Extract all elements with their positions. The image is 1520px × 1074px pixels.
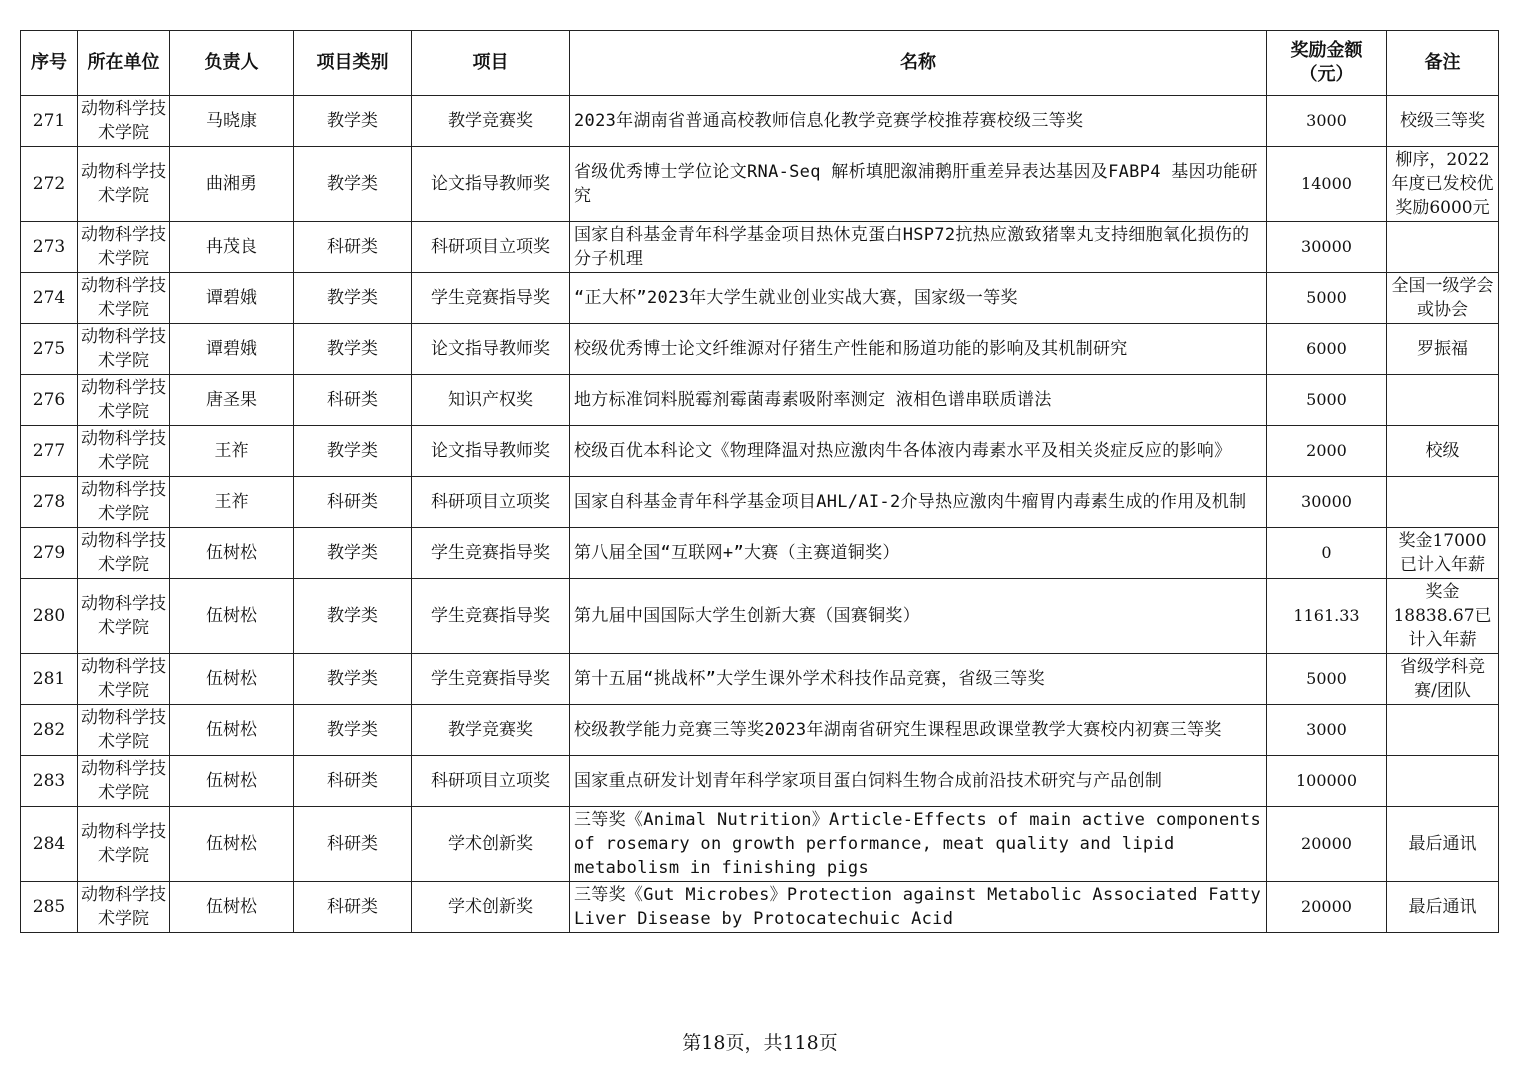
cell-project: 学生竞赛指导奖 bbox=[412, 654, 570, 705]
cell-project: 知识产权奖 bbox=[412, 375, 570, 426]
cell-unit: 动物科学技术学院 bbox=[78, 756, 170, 807]
cell-category: 教学类 bbox=[294, 705, 412, 756]
cell-remark: 全国一级学会或协会 bbox=[1387, 273, 1499, 324]
cell-remark: 校级三等奖 bbox=[1387, 96, 1499, 147]
cell-unit: 动物科学技术学院 bbox=[78, 477, 170, 528]
cell-unit: 动物科学技术学院 bbox=[78, 426, 170, 477]
cell-project: 科研项目立项奖 bbox=[412, 222, 570, 273]
cell-remark: 最后通讯 bbox=[1387, 807, 1499, 882]
cell-amount: 5000 bbox=[1267, 273, 1387, 324]
cell-name: 国家自科基金青年科学基金项目热休克蛋白HSP72抗热应激致猪睾丸支持细胞氧化损伤的分子机理 bbox=[570, 222, 1267, 273]
cell-amount: 3000 bbox=[1267, 705, 1387, 756]
header-category: 项目类别 bbox=[294, 31, 412, 96]
table-row bbox=[21, 147, 1499, 222]
cell-category: 科研类 bbox=[294, 222, 412, 273]
cell-project: 学术创新奖 bbox=[412, 807, 570, 882]
cell-project: 学术创新奖 bbox=[412, 882, 570, 933]
cell-index: 283 bbox=[21, 756, 78, 807]
cell-unit: 动物科学技术学院 bbox=[78, 96, 170, 147]
cell-name: 校级百优本科论文《物理降温对热应激肉牛各体液内毒素水平及相关炎症反应的影响》 bbox=[570, 426, 1267, 477]
cell-name: 校级教学能力竞赛三等奖2023年湖南省研究生课程思政课堂教学大赛校内初赛三等奖 bbox=[570, 705, 1267, 756]
header-project: 项目 bbox=[412, 31, 570, 96]
cell-name: 第八届全国“互联网+”大赛（主赛道铜奖） bbox=[570, 528, 1267, 579]
cell-project: 学生竞赛指导奖 bbox=[412, 273, 570, 324]
table-row bbox=[21, 222, 1499, 273]
cell-index: 281 bbox=[21, 654, 78, 705]
cell-name: 三等奖《Animal Nutrition》Article-Effects of main active components of rosemary on growth performance, meat quality and lipid metabolism in finishing pigs bbox=[570, 807, 1267, 882]
table-row bbox=[21, 705, 1499, 756]
table-row bbox=[21, 324, 1499, 375]
cell-remark: 最后通讯 bbox=[1387, 882, 1499, 933]
cell-remark: 校级 bbox=[1387, 426, 1499, 477]
cell-amount: 5000 bbox=[1267, 375, 1387, 426]
table-row bbox=[21, 477, 1499, 528]
table-row bbox=[21, 375, 1499, 426]
cell-remark bbox=[1387, 222, 1499, 273]
cell-unit: 动物科学技术学院 bbox=[78, 807, 170, 882]
cell-category: 教学类 bbox=[294, 528, 412, 579]
cell-index: 280 bbox=[21, 579, 78, 654]
cell-category: 科研类 bbox=[294, 375, 412, 426]
cell-remark bbox=[1387, 705, 1499, 756]
cell-project: 科研项目立项奖 bbox=[412, 477, 570, 528]
page-number: 第18页，共118页 bbox=[682, 1032, 838, 1054]
cell-category: 教学类 bbox=[294, 324, 412, 375]
cell-project: 学生竞赛指导奖 bbox=[412, 528, 570, 579]
cell-category: 科研类 bbox=[294, 477, 412, 528]
cell-unit: 动物科学技术学院 bbox=[78, 528, 170, 579]
cell-owner: 马晓康 bbox=[170, 96, 294, 147]
cell-index: 278 bbox=[21, 477, 78, 528]
cell-project: 科研项目立项奖 bbox=[412, 756, 570, 807]
cell-index: 272 bbox=[21, 147, 78, 222]
table-row bbox=[21, 882, 1499, 933]
cell-owner: 谭碧娥 bbox=[170, 273, 294, 324]
cell-unit: 动物科学技术学院 bbox=[78, 324, 170, 375]
cell-name: 校级优秀博士论文纤维源对仔猪生产性能和肠道功能的影响及其机制研究 bbox=[570, 324, 1267, 375]
cell-index: 279 bbox=[21, 528, 78, 579]
cell-owner: 曲湘勇 bbox=[170, 147, 294, 222]
cell-index: 276 bbox=[21, 375, 78, 426]
cell-remark: 奖金17000已计入年薪 bbox=[1387, 528, 1499, 579]
cell-name: 国家自科基金青年科学基金项目AHL/AI-2介导热应激肉牛瘤胃内毒素生成的作用及机制 bbox=[570, 477, 1267, 528]
cell-amount: 2000 bbox=[1267, 426, 1387, 477]
cell-name: 2023年湖南省普通高校教师信息化教学竞赛学校推荐赛校级三等奖 bbox=[570, 96, 1267, 147]
cell-category: 教学类 bbox=[294, 273, 412, 324]
cell-name: 地方标准饲料脱霉剂霉菌毒素吸附率测定 液相色谱串联质谱法 bbox=[570, 375, 1267, 426]
cell-owner: 王祚 bbox=[170, 477, 294, 528]
cell-amount: 1161.33 bbox=[1267, 579, 1387, 654]
table-row bbox=[21, 654, 1499, 705]
cell-amount: 0 bbox=[1267, 528, 1387, 579]
cell-name: 省级优秀博士学位论文RNA-Seq 解析填肥溆浦鹅肝重差异表达基因及FABP4 基因功能研究 bbox=[570, 147, 1267, 222]
cell-category: 科研类 bbox=[294, 882, 412, 933]
cell-owner: 冉茂良 bbox=[170, 222, 294, 273]
cell-amount: 6000 bbox=[1267, 324, 1387, 375]
cell-unit: 动物科学技术学院 bbox=[78, 882, 170, 933]
cell-amount: 3000 bbox=[1267, 96, 1387, 147]
cell-category: 教学类 bbox=[294, 96, 412, 147]
cell-index: 275 bbox=[21, 324, 78, 375]
cell-owner: 伍树松 bbox=[170, 579, 294, 654]
cell-remark: 奖金18838.67已计入年薪 bbox=[1387, 579, 1499, 654]
cell-amount: 30000 bbox=[1267, 222, 1387, 273]
cell-owner: 伍树松 bbox=[170, 756, 294, 807]
cell-amount: 20000 bbox=[1267, 882, 1387, 933]
cell-name: 第九届中国国际大学生创新大赛（国赛铜奖） bbox=[570, 579, 1267, 654]
cell-owner: 伍树松 bbox=[170, 882, 294, 933]
cell-owner: 伍树松 bbox=[170, 807, 294, 882]
cell-index: 282 bbox=[21, 705, 78, 756]
table-row bbox=[21, 579, 1499, 654]
cell-owner: 伍树松 bbox=[170, 705, 294, 756]
cell-name: 第十五届“挑战杯”大学生课外学术科技作品竞赛，省级三等奖 bbox=[570, 654, 1267, 705]
cell-index: 271 bbox=[21, 96, 78, 147]
table-row bbox=[21, 807, 1499, 882]
cell-amount: 100000 bbox=[1267, 756, 1387, 807]
cell-unit: 动物科学技术学院 bbox=[78, 222, 170, 273]
table-row bbox=[21, 96, 1499, 147]
cell-unit: 动物科学技术学院 bbox=[78, 654, 170, 705]
cell-project: 学生竞赛指导奖 bbox=[412, 579, 570, 654]
cell-remark bbox=[1387, 375, 1499, 426]
cell-unit: 动物科学技术学院 bbox=[78, 705, 170, 756]
table-row bbox=[21, 528, 1499, 579]
cell-project: 论文指导教师奖 bbox=[412, 147, 570, 222]
cell-unit: 动物科学技术学院 bbox=[78, 579, 170, 654]
table-row bbox=[21, 756, 1499, 807]
cell-amount: 14000 bbox=[1267, 147, 1387, 222]
cell-remark bbox=[1387, 477, 1499, 528]
cell-project: 教学竞赛奖 bbox=[412, 96, 570, 147]
cell-amount: 30000 bbox=[1267, 477, 1387, 528]
cell-unit: 动物科学技术学院 bbox=[78, 147, 170, 222]
table-row bbox=[21, 426, 1499, 477]
cell-owner: 唐圣果 bbox=[170, 375, 294, 426]
cell-unit: 动物科学技术学院 bbox=[78, 375, 170, 426]
cell-index: 273 bbox=[21, 222, 78, 273]
header-amount: 奖励金额（元） bbox=[1267, 31, 1387, 96]
cell-category: 教学类 bbox=[294, 654, 412, 705]
cell-project: 论文指导教师奖 bbox=[412, 426, 570, 477]
cell-remark bbox=[1387, 756, 1499, 807]
cell-remark: 省级学科竞赛/团队 bbox=[1387, 654, 1499, 705]
cell-project: 论文指导教师奖 bbox=[412, 324, 570, 375]
cell-remark: 柳序，2022年度已发校优奖励6000元 bbox=[1387, 147, 1499, 222]
cell-owner: 伍树松 bbox=[170, 528, 294, 579]
cell-index: 274 bbox=[21, 273, 78, 324]
cell-unit: 动物科学技术学院 bbox=[78, 273, 170, 324]
cell-category: 科研类 bbox=[294, 807, 412, 882]
cell-name: “正大杯”2023年大学生就业创业实战大赛，国家级一等奖 bbox=[570, 273, 1267, 324]
cell-owner: 谭碧娥 bbox=[170, 324, 294, 375]
header-unit: 所在单位 bbox=[78, 31, 170, 96]
cell-name: 国家重点研发计划青年科学家项目蛋白饲料生物合成前沿技术研究与产品创制 bbox=[570, 756, 1267, 807]
cell-project: 教学竞赛奖 bbox=[412, 705, 570, 756]
cell-amount: 20000 bbox=[1267, 807, 1387, 882]
award-table bbox=[20, 30, 1499, 933]
cell-index: 284 bbox=[21, 807, 78, 882]
cell-amount: 5000 bbox=[1267, 654, 1387, 705]
cell-category: 教学类 bbox=[294, 426, 412, 477]
header-owner: 负责人 bbox=[170, 31, 294, 96]
cell-owner: 王祚 bbox=[170, 426, 294, 477]
header-row bbox=[21, 31, 1499, 96]
cell-category: 科研类 bbox=[294, 756, 412, 807]
cell-remark: 罗振福 bbox=[1387, 324, 1499, 375]
cell-category: 教学类 bbox=[294, 147, 412, 222]
cell-owner: 伍树松 bbox=[170, 654, 294, 705]
table-row bbox=[21, 273, 1499, 324]
cell-index: 277 bbox=[21, 426, 78, 477]
cell-index: 285 bbox=[21, 882, 78, 933]
cell-category: 教学类 bbox=[294, 579, 412, 654]
cell-name: 三等奖《Gut Microbes》Protection against Metabolic Associated Fatty Liver Disease by Protocatechuic Acid bbox=[570, 882, 1267, 933]
header-remark: 备注 bbox=[1387, 31, 1499, 96]
header-index: 序号 bbox=[21, 31, 78, 96]
header-name: 名称 bbox=[570, 31, 1267, 96]
